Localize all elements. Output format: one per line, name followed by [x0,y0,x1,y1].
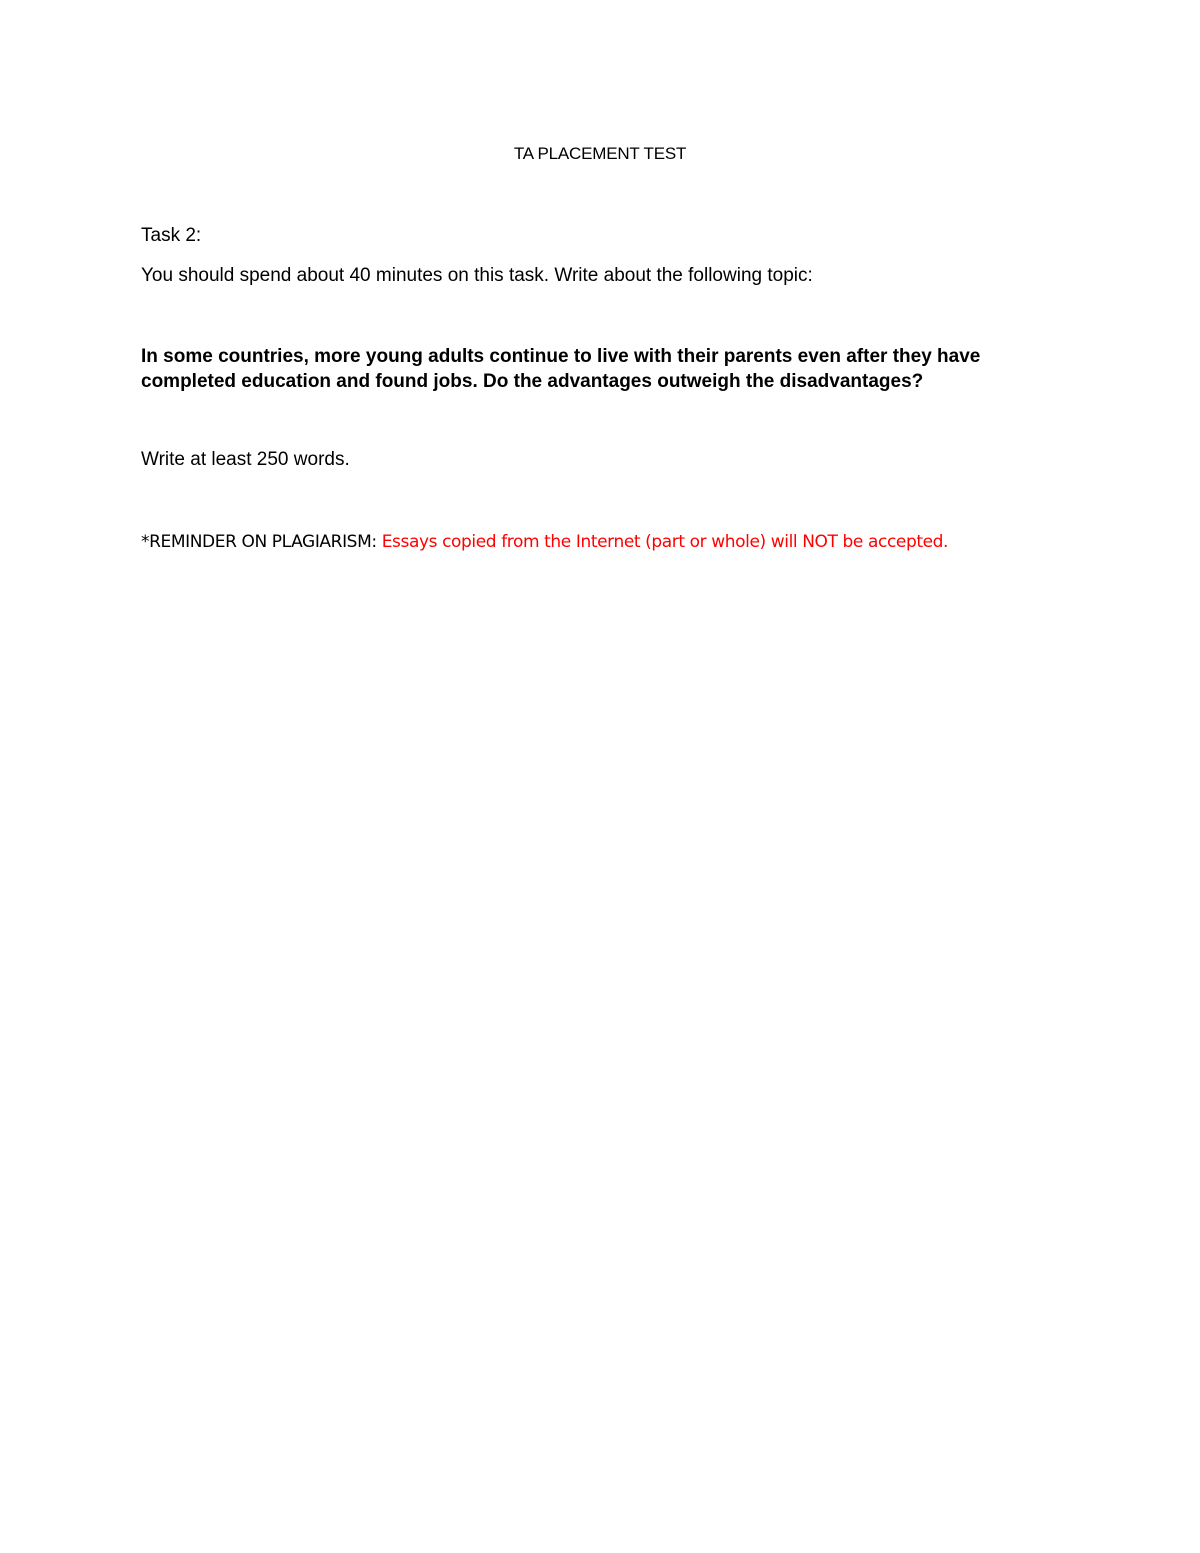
plagiarism-reminder [141,532,948,552]
essay-topic-line-1: In some countries, more young adults continue to live with their parents even after they have [141,346,981,367]
document-title: TA PLACEMENT TEST [513,144,687,163]
essay-topic-line-2: completed education and found jobs. Do the advantages outweigh the disadvantages? [141,371,924,392]
word-count-requirement: Write at least 250 words. [141,449,350,470]
task-instruction: You should spend about 40 minutes on this task. Write about the following topic: [141,265,813,286]
task-label: Task 2: [141,225,202,246]
plagiarism-reminder-label: *REMINDER ON PLAGIARISM: [141,532,377,552]
plagiarism-reminder-text: Essays copied from the Internet (part or whole) will NOT be accepted. [381,532,949,552]
essay-topic [141,344,1041,394]
